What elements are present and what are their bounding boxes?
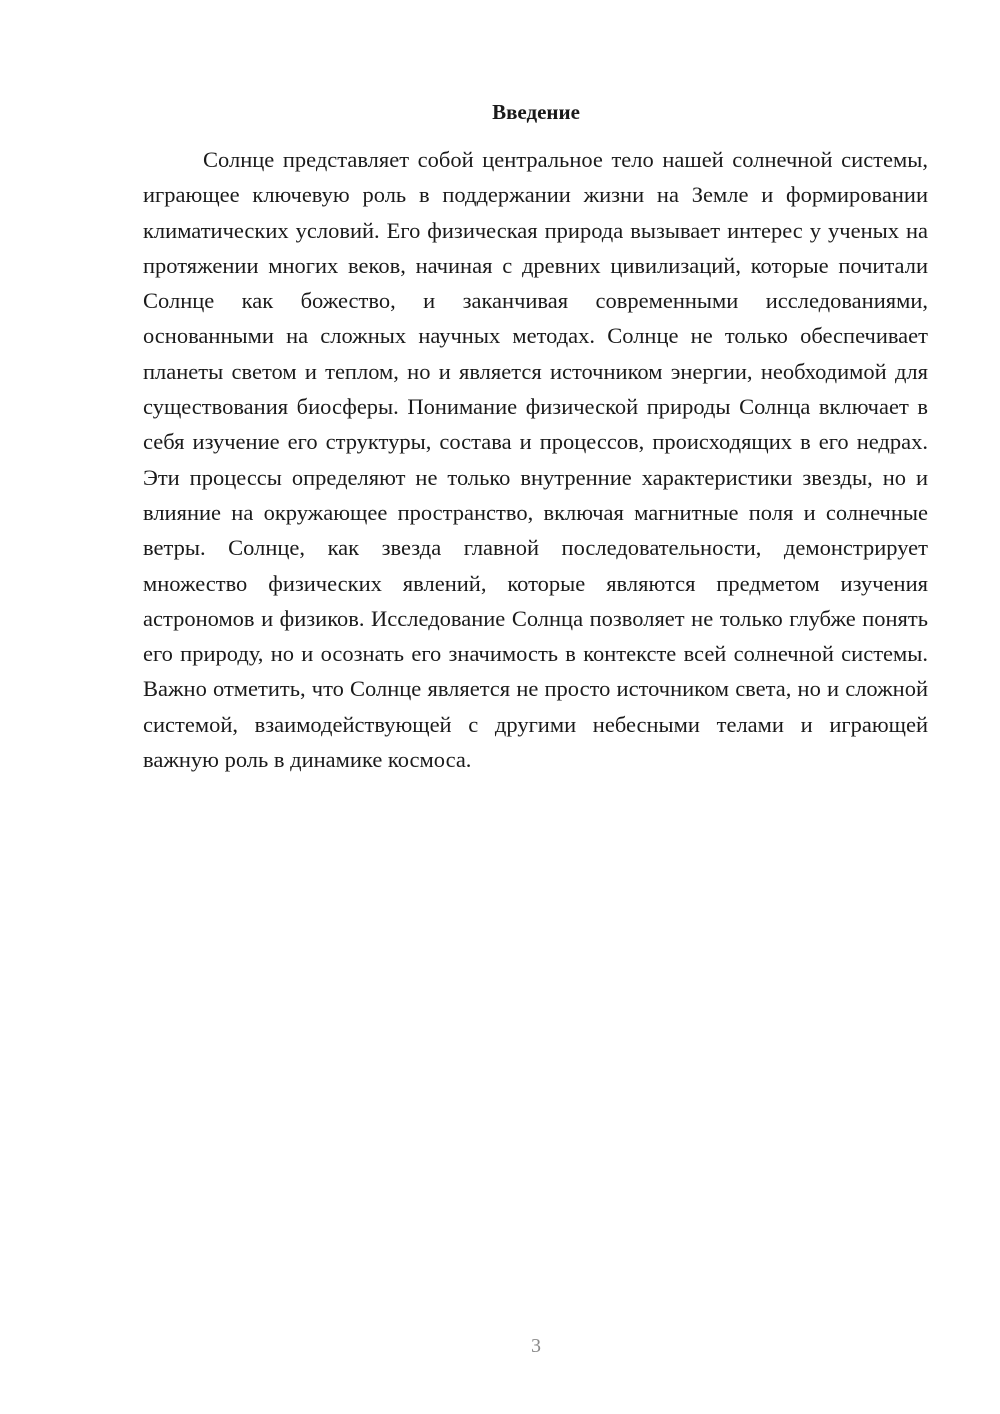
section-heading: Введение bbox=[492, 100, 580, 124]
page-number: 3 bbox=[531, 1335, 541, 1357]
body-paragraph: Солнце представляет собой центральное тело нашей солнечной системы, играющее ключевую роль в поддержании жизни на Земле и формировании климатических условий. Его физическая природа вызывает интерес у ученых на протяжении многих веков, начиная с древних цивилизаций, которые почитали Солнце как божество, и заканчивая современными исследованиями, основанными на сложных научных методах. Солнце не только обеспечивает планеты светом и теплом, но и является источником энергии, необходимой для существования биосферы. Понимание физической природы Солнца включает в себя изучение его структуры, состава и процессов, происходящих в его недрах. Эти процессы определяют не только внутренние характеристики звезды, но и влияние на окружающее пространство, включая магнитные поля и солнечные ветры. Солнце, как звезда главной последовательности, демонстрирует множество физических явлений, которые являются предметом изучения астрономов и физиков. Исследование Солнца позволяет не только глубже понять его природу, но и осознать его значимость в контексте всей солнечной системы. Важно отметить, что Солнце является не просто источником света, но и сложной системой, взаимодействующей с другими небесными телами и играющей важную роль в динамике космоса. bbox=[143, 147, 928, 773]
